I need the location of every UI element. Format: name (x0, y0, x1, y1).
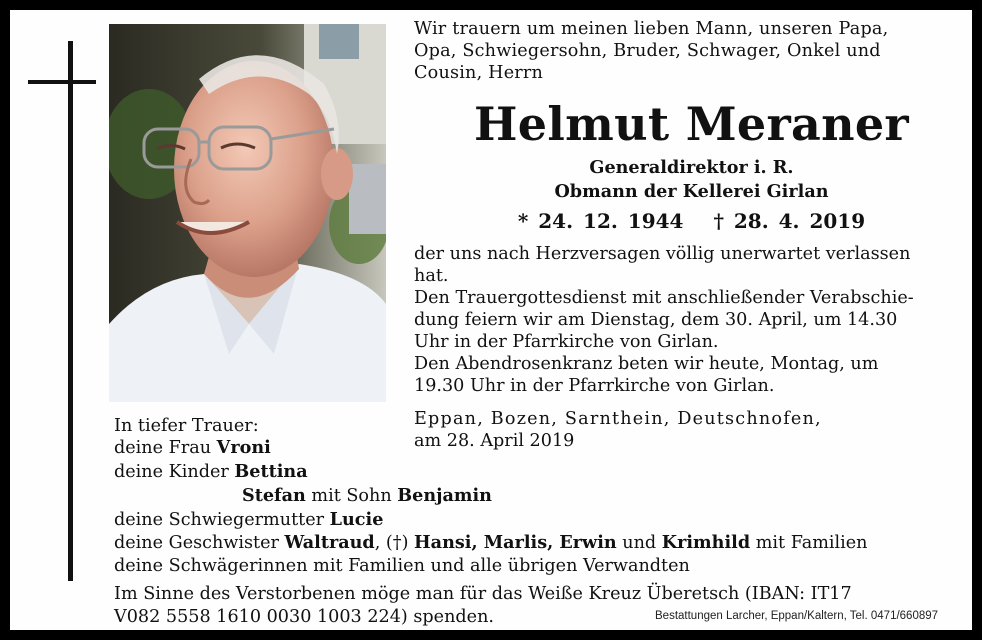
notice-line: der uns nach Herzversagen völlig unerwartet verlassen (414, 244, 911, 264)
notice-paragraph (414, 243, 914, 397)
life-dates (414, 208, 969, 234)
donation-line: V082 5558 1610 0030 1003 224) spenden. (114, 607, 495, 627)
notice-line: 19.30 Uhr in der Pfarrkirche von Girlan. (414, 376, 775, 396)
death-date: † 28. 4. 2019 (713, 209, 866, 233)
mourner-label: deine Frau (114, 438, 217, 458)
mourner-name: Krimhild (661, 532, 751, 553)
donation-line: Im Sinne des Verstorbenen möge man für das Weiße Kreuz Überetsch (IBAN: IT17 (114, 584, 852, 604)
mourner-siblings (114, 532, 868, 554)
notice-line: dung feiern wir am Dienstag, dem 30. April, um 14.30 (414, 310, 898, 330)
notice-date: am 28. April 2019 (414, 431, 575, 451)
mourner-wife (114, 437, 271, 459)
intro-line: Cousin, Herrn (414, 63, 544, 83)
portrait-photo (109, 24, 386, 402)
notice-line: Den Abendrosenkranz beten wir heute, Montag, um (414, 354, 879, 374)
mourner-label: mit Sohn (305, 486, 398, 506)
mourner-name: Lucie (329, 509, 384, 530)
mourner-label: deine Kinder (114, 462, 235, 482)
mourner-name: Hansi, Marlis, Erwin (414, 532, 617, 553)
mourner-children-2 (242, 485, 492, 507)
mourner-children (114, 461, 308, 483)
funeral-home-credit: Bestattungen Larcher, Eppan/Kaltern, Tel. 0471/660897 (655, 610, 939, 622)
deceased-title: Generaldirektor i. R. (589, 157, 794, 178)
mourner-name: Waltraud (284, 532, 375, 553)
mourner-label: deine Schwiegermutter (114, 510, 330, 530)
mourners-heading: In tiefer Trauer: (114, 416, 259, 436)
mourner-mother-in-law (114, 509, 383, 531)
mourner-label: , (†) (374, 533, 415, 553)
mourner-name: Bettina (234, 461, 308, 482)
mourner-label: und (616, 533, 662, 553)
mourner-in-laws: deine Schwägerinnen mit Familien und alle übrigen Verwandten (114, 556, 690, 576)
birth-date: * 24. 12. 1944 (517, 209, 684, 233)
cross-icon (68, 41, 73, 581)
intro-line: Wir trauern um meinen lieben Mann, unseren Papa, (414, 19, 889, 39)
death-notice (10, 10, 972, 630)
mourner-label: deine Geschwister (114, 533, 285, 553)
deceased-role: Obmann der Kellerei Girlan (554, 181, 829, 202)
mourner-name: Stefan (242, 485, 306, 506)
mourner-label: mit Familien (750, 533, 868, 553)
notice-line: hat. (414, 266, 449, 286)
intro-text (414, 18, 888, 84)
mourner-name: Benjamin (397, 485, 492, 506)
notice-line: Den Trauergottesdienst mit anschließender Verabschie- (414, 288, 914, 308)
cross-icon-bar (28, 80, 96, 84)
notice-line: Uhr in der Pfarrkirche von Girlan. (414, 332, 719, 352)
intro-line: Opa, Schwiegersohn, Bruder, Schwager, Onkel und (414, 41, 881, 61)
mourner-name: Vroni (216, 437, 271, 458)
place-line: Eppan, Bozen, Sarnthein, Deutschnofen, (414, 409, 822, 429)
deceased-name: Helmut Meraner (474, 97, 909, 151)
